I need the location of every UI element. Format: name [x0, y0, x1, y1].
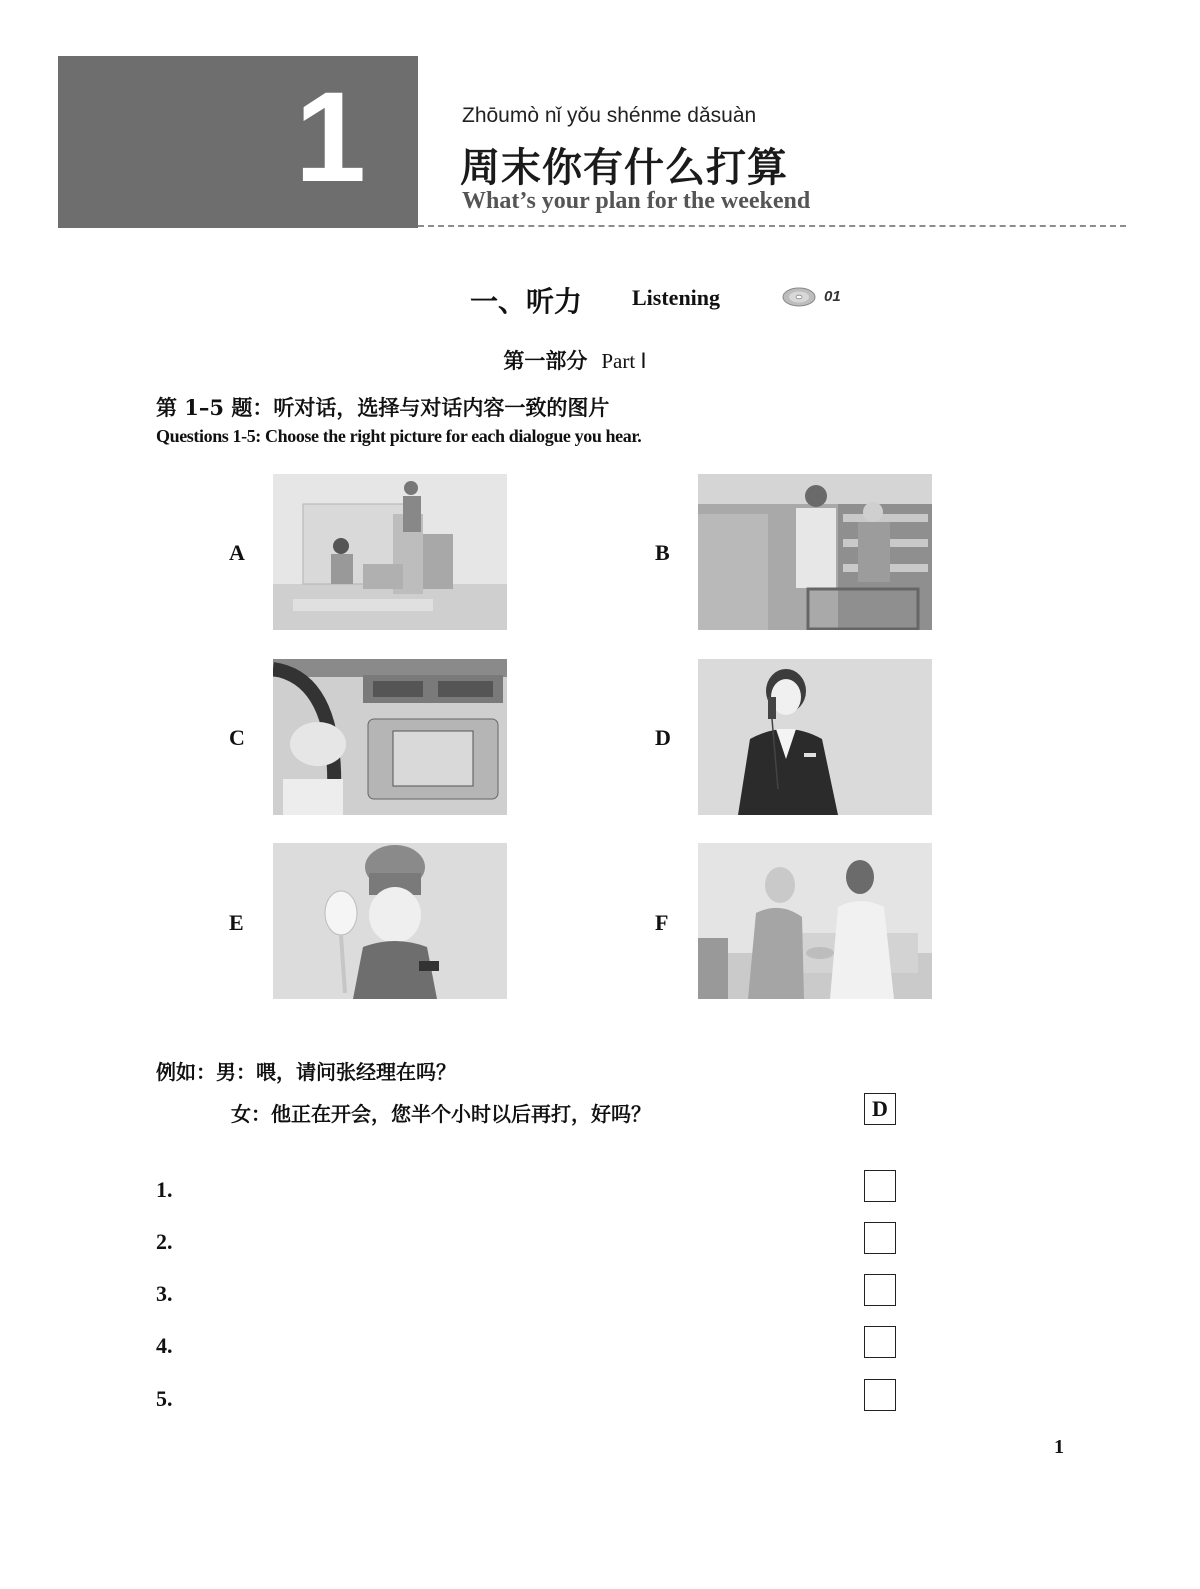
- couple-moving-boxes-photo: [273, 474, 507, 630]
- question-number-3: 3.: [156, 1281, 173, 1306]
- section-title-chinese: 一、听力: [470, 285, 583, 318]
- picture-label-b: B: [655, 540, 670, 565]
- question-number-4: 4.: [156, 1333, 173, 1358]
- picture-label-c: C: [229, 725, 245, 750]
- picture-label-e: E: [229, 910, 244, 935]
- chapter-number-block: [58, 56, 418, 228]
- couple-supermarket-photo: [698, 474, 932, 630]
- question-number-5: 5.: [156, 1386, 173, 1411]
- example-dialogue-male: 男：喂，请问张经理在吗？: [216, 1060, 456, 1084]
- example-dialogue-female: 女：他正在开会，您半个小时以后再打，好吗？: [231, 1102, 651, 1126]
- title-pinyin: Zhōumò nǐ yǒu shénme dǎsuàn: [462, 104, 757, 127]
- picture-label-a: A: [229, 540, 245, 565]
- answer-box-4[interactable]: [864, 1326, 896, 1358]
- answer-box-1[interactable]: [864, 1170, 896, 1202]
- answer-box-3[interactable]: [864, 1274, 896, 1306]
- answer-box-2[interactable]: [864, 1222, 896, 1254]
- example-line-1: [156, 1056, 456, 1085]
- title-english: What’s your plan for the weekend: [462, 188, 811, 214]
- picture-label-d: D: [655, 725, 671, 750]
- cd-icon: [782, 285, 818, 307]
- track-number: 01: [824, 288, 841, 305]
- section-title-english: Listening: [632, 285, 721, 310]
- chapter-number: 1: [294, 66, 366, 209]
- question-number-2: 2.: [156, 1229, 173, 1254]
- part-title: [0, 345, 1150, 375]
- example-answer-box: D: [864, 1093, 896, 1125]
- instructions-chinese: 第 1–5 题：听对话，选择与对话内容一致的图片: [156, 395, 610, 420]
- child-chef-photo: [273, 843, 507, 999]
- part-title-english: Part Ⅰ: [601, 349, 647, 373]
- car-dashboard-photo: [273, 659, 507, 815]
- answer-box-5[interactable]: [864, 1379, 896, 1411]
- question-number-1: 1.: [156, 1177, 173, 1202]
- couple-arguing-photo: [698, 843, 932, 999]
- title-chinese: 周末你有什么打算: [460, 145, 788, 191]
- header-divider: [418, 225, 1126, 227]
- woman-on-phone-photo: [698, 659, 932, 815]
- example-label: 例如：: [156, 1060, 216, 1084]
- picture-label-f: F: [655, 910, 669, 935]
- instructions-english: Questions 1-5: Choose the right picture for each dialogue you hear.: [156, 426, 642, 446]
- part-title-chinese: 第一部分: [503, 348, 588, 373]
- page-number: 1: [1054, 1436, 1064, 1458]
